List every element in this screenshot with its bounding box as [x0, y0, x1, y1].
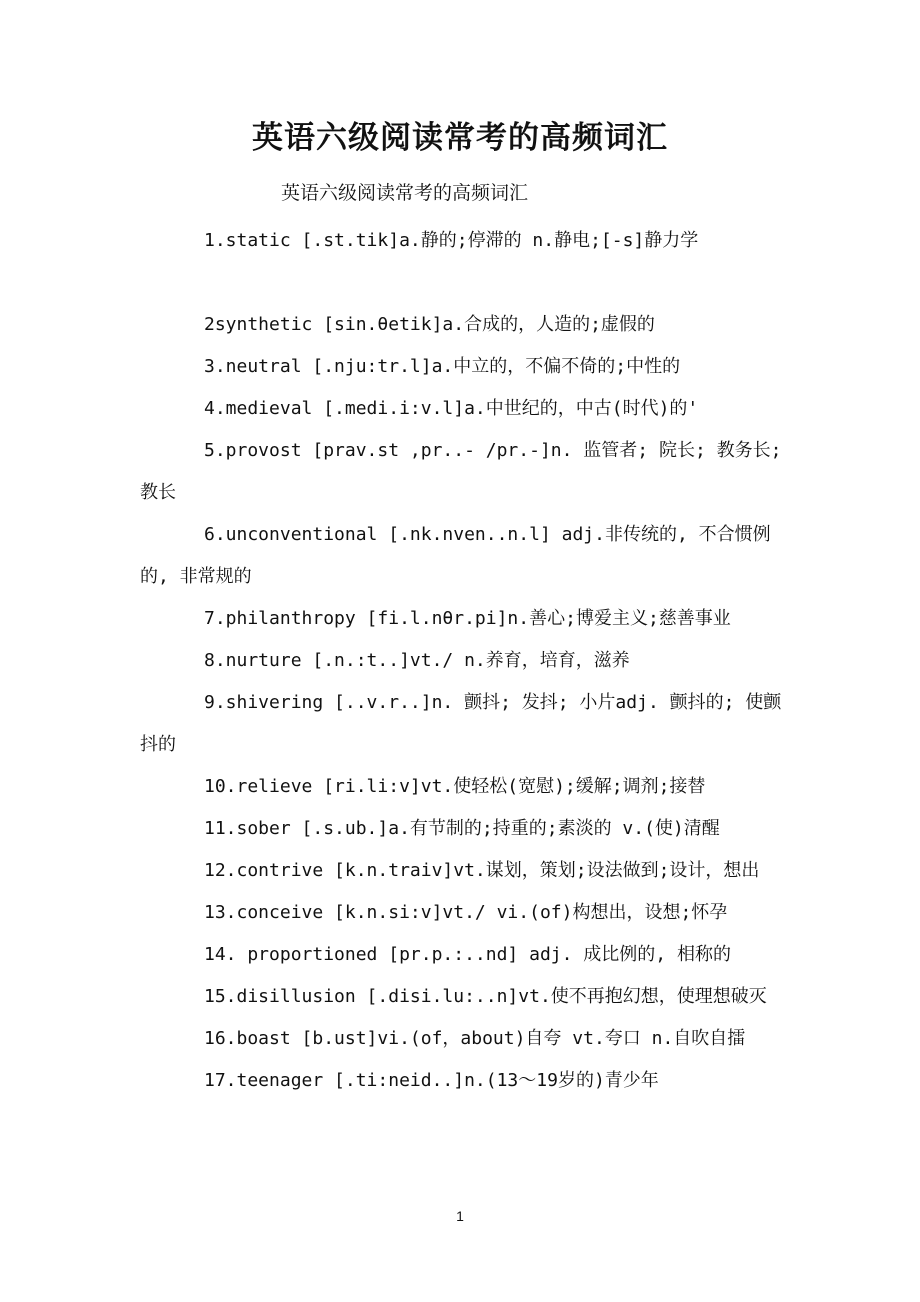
vocabulary-list — [140, 220, 782, 1102]
vocabulary-entry: 16.boast [b.ust]vi.(of，about)自夸 vt.夸口 n.自吹自擂 — [204, 1028, 746, 1049]
vocabulary-entry: 1.static [.st.tik]a.静的;停滞的 n.静电;[-s]静力学 — [204, 230, 699, 251]
vocabulary-entry: 10.relieve [ri.li:v]vt.使轻松(宽慰);缓解;调剂;接替 — [204, 776, 706, 797]
vocabulary-entry: 3.neutral [.nju:tr.l]a.中立的，不偏不倚的;中性的 — [204, 356, 681, 377]
page-number: 1 — [456, 1208, 464, 1224]
vocabulary-entry: 14. proportioned [pr.p.:..nd] adj. 成比例的, 相称的 — [204, 944, 731, 965]
vocabulary-entry: 13.conceive [k.n.si:v]vt./ vi.(of)构想出，设想;怀孕 — [204, 902, 728, 923]
document-title: 英语六级阅读常考的高频词汇 — [252, 120, 668, 156]
vocabulary-entry: 4.medieval [.medi.i:v.l]a.中世纪的，中古(时代)的' — [204, 398, 699, 419]
vocabulary-entry: 6.unconventional [.nk.nven..n.l] adj.非传统的, 不合惯例的, 非常规的 — [140, 524, 771, 587]
vocabulary-entry: 2synthetic [sin.θetik]a.合成的，人造的;虚假的 — [204, 314, 655, 335]
vocabulary-entry: 5.provost [prav.st ,pr..- /pr.-]n. 监管者; 院长; 教务长; 教长 — [140, 440, 782, 503]
vocabulary-entry: 7.philanthropy [fi.l.nθr.pi]n.善心;博爱主义;慈善事业 — [204, 608, 731, 629]
vocabulary-entry: 12.contrive [k.n.traiv]vt.谋划，策划;设法做到;设计，想出 — [204, 860, 760, 881]
vocabulary-entry: 8.nurture [.n.:t..]vt./ n.养育，培育，滋养 — [204, 650, 630, 671]
document-subtitle: 英语六级阅读常考的高频词汇 — [281, 182, 529, 204]
vocabulary-entry: 11.sober [.s.ub.]a.有节制的;持重的;素淡的 v.(使)清醒 — [204, 818, 720, 839]
vocabulary-entry: 17.teenager [.ti:neid..]n.(13～19岁的)青少年 — [204, 1070, 659, 1091]
vocabulary-entry: 15.disillusion [.disi.lu:..n]vt.使不再抱幻想，使理想破灭 — [204, 986, 767, 1007]
vocabulary-entry: 9.shivering [..v.r..]n. 颤抖; 发抖; 小片adj. 颤抖的; 使颤抖的 — [140, 692, 782, 755]
